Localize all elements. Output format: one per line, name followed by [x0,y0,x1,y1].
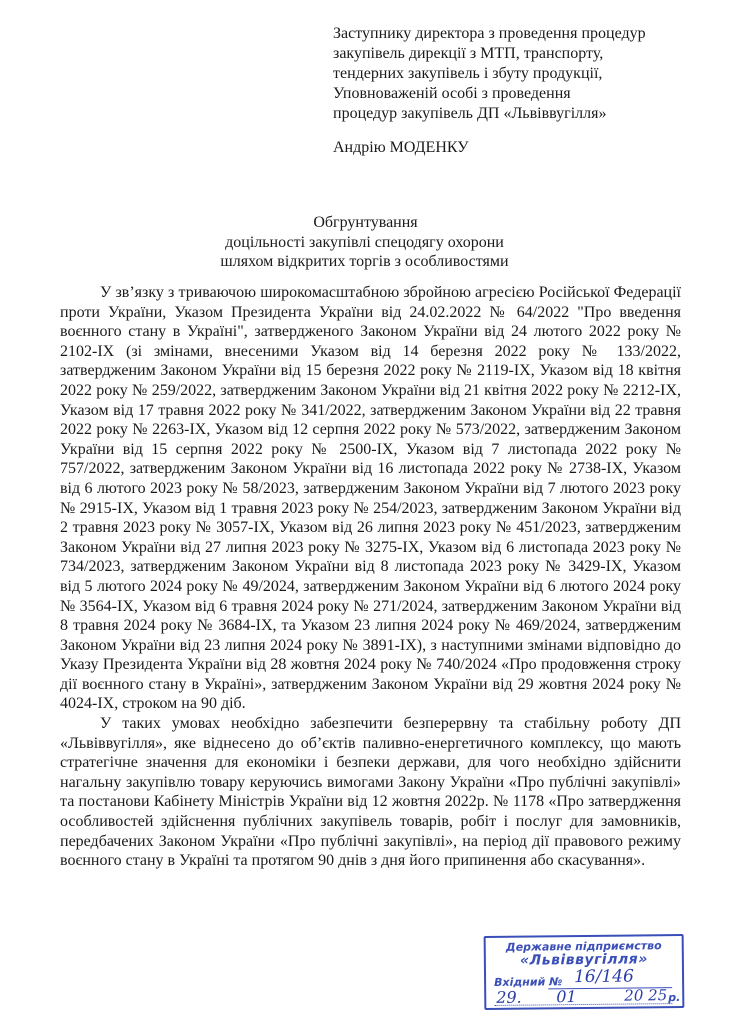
addressee-line-2: закупівель дирекції з МТП, транспорту, [333,45,604,62]
stamp-incoming-number: 16/146 [573,966,634,988]
stamp-year-suffix: р. [668,990,681,1005]
document-body [60,283,681,871]
title-line-1: Обгрунтування [313,214,418,231]
stamp-date-month: 01 [556,987,577,1007]
addressee-line-3: тендерних закупівель і збуту продукції, [333,65,603,82]
title-line-3: шляхом відкритих торгів з особливостями [220,253,509,270]
addressee-block [333,24,713,158]
body-paragraph-2: У таких умовах необхідно забезпечити безперервну та стабільну роботу ДП «Львіввугілля», яке віднесено до об’єктів паливно-енергетичного комплексу, що мають стратегічне значення для економіки і безпеки держави, для чого необхідно здійснити нагальну закупівлю товару керуючись вимогами Закону України «Про публічні закупівлі» та постанови Кабінету Міністрів України від 12 жовтня 2022р. № 1178 «Про затвердження особливостей здійснення публічних закупівель товарів, робіт і послуг для замовників, передбачених Законом України «Про публічні закупівлі», на період дії правового режиму воєнного стану в Україні та протягом 90 днів з дня його припинення або скасування». [60,715,681,870]
title-line-2: доцільності закупівлі спецодягу охорони [225,233,504,251]
document-title [0,213,729,272]
addressee-line-4: Уповноваженій особі з проведення [333,85,571,102]
stamp-org-name: «Львіввугілля» [519,951,648,969]
body-paragraph-1: У зв’язку з триваючою широкомасштабною збройною агресією Російської Федерації проти України, Указом Президента України від 24.02.2022 № 64/2022 "Про введення воєнного стану в Україні", затвердженого Законом України від 24 лютого 2022 року № 2102-IX (зі змінами, внесеними Указом від 14 березня 2022 року № 133/2022, затвердженим Законом України від 15 березня 2022 року № 2119-IX, Указом від 18 квітня 2022 року № 259/2022, затвердженим Законом України від 21 квітня 2022 року № 2212-IX, Указом від 17 травня 2022 року № 341/2022, затвердженим Законом України від 22 травня 2022 року № 2263-IX, Указом від 12 серпня 2022 року № 573/2022, затвердженим Законом України від 15 серпня 2022 року № 2500-IX, Указом від 7 листопада 2022 року № 757/2022, затвердженим Законом України від 16 листопада 2022 року № 2738-IX, Указом від 6 лютого 2023 року № 58/2023, затвердженим Законом України від 7 лютого 2023 року № 2915-IX, Указом від 1 травня 2023 року № 254/2023, затвердженим Законом України від 2 травня 2023 року № 3057-IX, Указом від 26 липня 2023 року № 451/2023, затвердженим Законом України від 27 липня 2023 року № 3275-IX, Указом від 6 листопада 2023 року № 734/2023, затвердженим Законом України від 8 листопада 2023 року № 3429-IX, Указом від 5 лютого 2024 року № 49/2024, затвердженим Законом України від 6 лютого 2024 року № 3564-IX, Указом від 6 травня 2024 року № 271/2024, затвердженим Законом України від 8 травня 2024 року № 3684-IX, та Указом 23 липня 2024 року № 469/2024, затвердженим Законом України від 23 липня 2024 року № 3891-IX), з наступними змінами відповідно до Указу Президента України від 28 жовтня 2024 року № 740/2024 «Про продовження строку дії воєнного стану в Україні», затвердженим Законом України від 29 жовтня 2024 року № 4024-IX, строком на 90 діб. [60,284,681,713]
addressee-line-5: процедур закупівель ДП «Львіввугілля» [333,105,607,122]
stamp-incoming-label: Вхідний № [494,975,563,989]
registration-stamp [484,934,685,1010]
stamp-org-line: Державне підприємство [505,939,662,954]
stamp-date-day: 29. [496,987,522,1007]
stamp-date-year: 20 25 [624,986,668,1005]
addressee-name: Андрію МОДЕНКУ [333,139,469,156]
addressee-line-1: Заступнику директора з проведення процедур [333,25,646,42]
